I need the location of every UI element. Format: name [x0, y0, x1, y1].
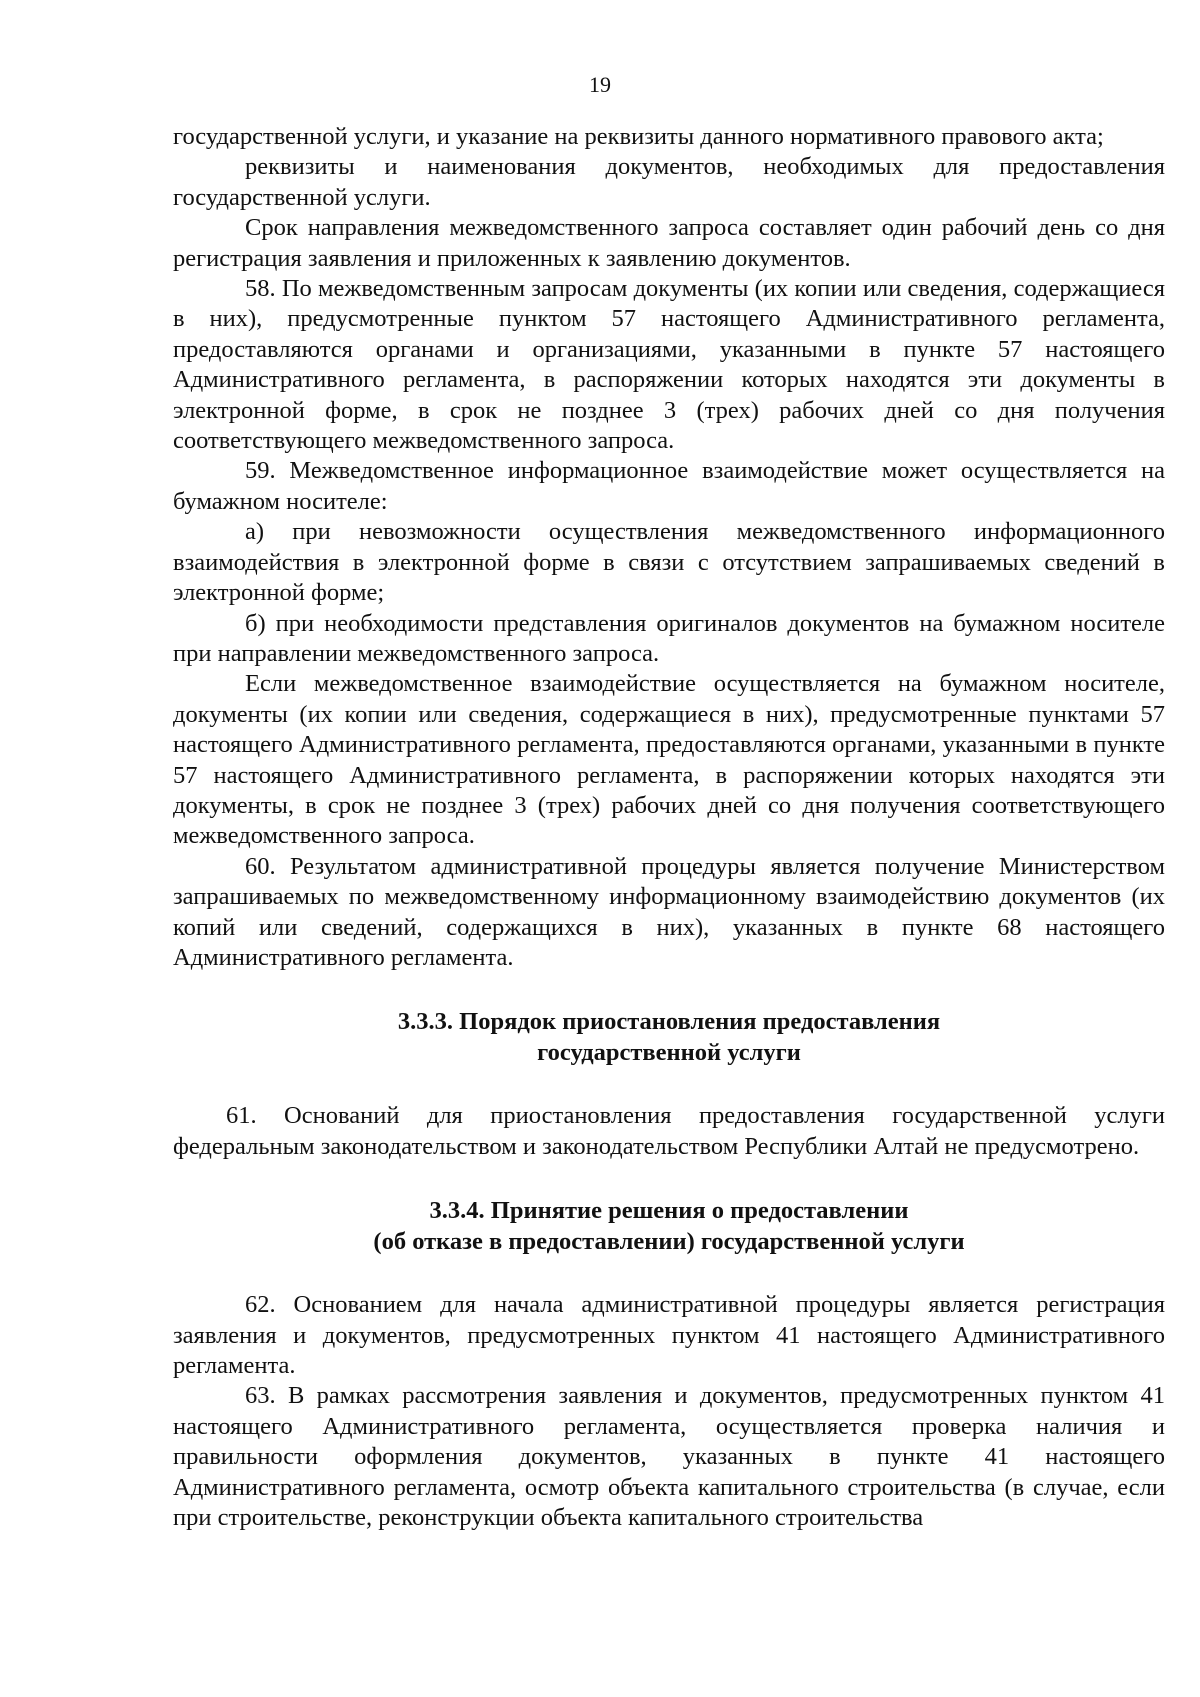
paragraph-requisites: реквизиты и наименования документов, необходимых для предоставления государственной услуги. — [173, 153, 1165, 211]
paragraph-request-term: Срок направления межведомственного запроса составляет один рабочий день со дня регистрация заявления и приложенных к заявлению документов. — [173, 214, 1165, 272]
paragraph-59-a: а) при невозможности осуществления межведомственного информационного взаимодействия в электронной форме в связи с отсутствием запрашиваемых сведений в электронной форме; — [173, 518, 1165, 607]
paragraph-61: 61. Оснований для приостановления предоставления государственной услуги федеральным законодательством и законодательством Республики Алтай не предусмотрено. — [173, 1102, 1165, 1160]
section-heading-3-3-3-line2: государственной услуги — [537, 1039, 801, 1067]
section-heading-3-3-3 — [173, 1006, 1165, 1068]
paragraph-paper-interaction: Если межведомственное взаимодействие осуществляется на бумажном носителе, документы (их копии или сведения, содержащиеся в них), предусмотренные пунктами 57 настоящего Административного регламента, предоставляются органами, указанными в пункте 57 настоящего Административного регламента, в распоряжении которых находятся эти документы, в срок не позднее 3 (трех) рабочих дней со дня получения соответствующего межведомственного запроса. — [173, 670, 1165, 850]
paragraph-62: 62. Основанием для начала административной процедуры является регистрация заявления и документов, предусмотренных пунктом 41 настоящего Административного регламента. — [173, 1291, 1165, 1379]
paragraph-59: 59. Межведомственное информационное взаимодействие может осуществляется на бумажном носителе: — [173, 457, 1165, 515]
paragraph-continuation: государственной услуги, и указание на реквизиты данного нормативного правового акта; — [173, 123, 1104, 150]
section-heading-3-3-4-line2: (об отказе в предоставлении) государственной услуги — [373, 1228, 965, 1256]
paragraph-58: 58. По межведомственным запросам документы (их копии или сведения, содержащиеся в них), предусмотренные пунктом 57 настоящего Административного регламента, предоставляются органами и организациями, указанными в пункте 57 настоящего Административного регламента, в распоряжении которых находятся эти документы в электронной форме, в срок не позднее 3 (трех) рабочих дней со дня получения соответствующего межведомственного запроса. — [173, 275, 1165, 455]
paragraph-59-b: б) при необходимости представления оригиналов документов на бумажном носителе при направлении межведомственного запроса. — [173, 609, 1165, 667]
section-heading-3-3-4 — [173, 1195, 1165, 1257]
page-number: 19 — [589, 72, 611, 97]
paragraph-60: 60. Результатом административной процедуры является получение Министерством запрашиваемых по межведомственному информационному взаимодействию документов (их копий или сведений, содержащихся в них), указанных в пункте 68 настоящего Административного регламента. — [173, 852, 1165, 971]
section-heading-3-3-4-line1: 3.3.4. Принятие решения о предоставлении — [429, 1197, 909, 1225]
paragraph-63: 63. В рамках рассмотрения заявления и документов, предусмотренных пунктом 41 настоящего Административного регламента, осуществляется проверка наличия и правильности оформления документов, указанных в пункте 41 настоящего Административного регламента, осмотр объекта капитального строительства (в случае, если при строительстве, реконструкции объекта капитального строительства — [173, 1382, 1165, 1532]
document-body — [173, 122, 1165, 1533]
section-heading-3-3-3-line1: 3.3.3. Порядок приостановления предоставления — [397, 1008, 941, 1036]
